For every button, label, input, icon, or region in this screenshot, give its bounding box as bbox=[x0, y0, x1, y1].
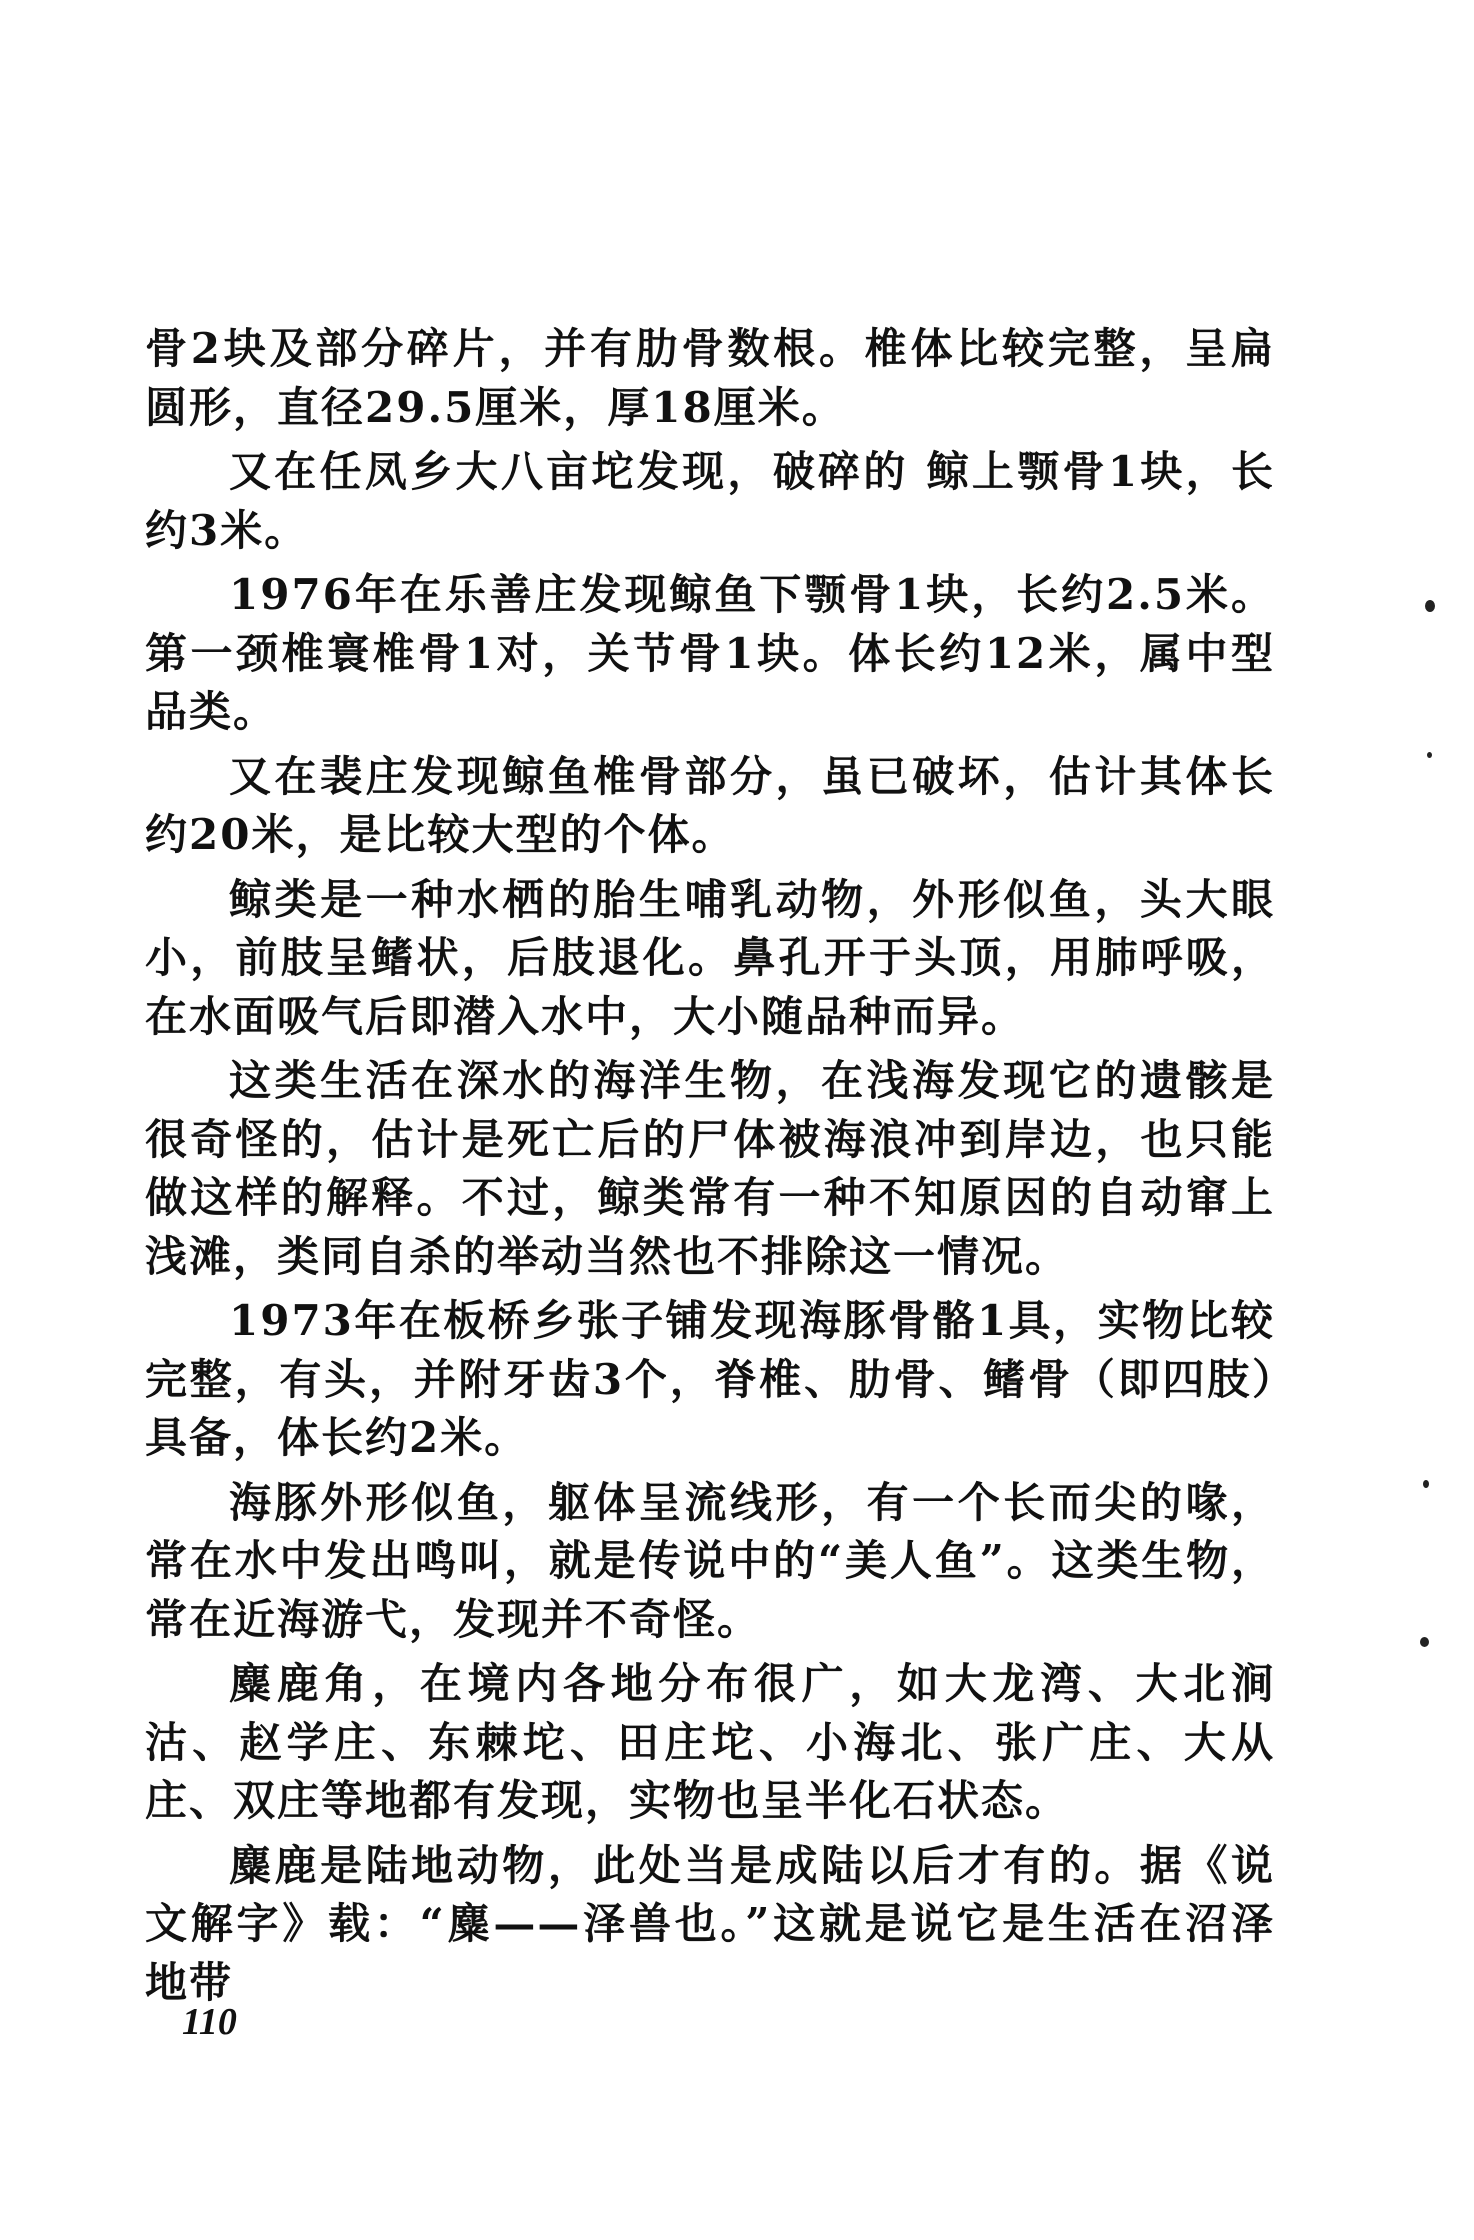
paragraph-4: 又在裴庄发现鲸鱼椎骨部分，虽已破坏，估计其体长约20米，是比较大型的个体。 bbox=[145, 751, 1275, 859]
paragraph-6: 这类生活在深水的海洋生物，在浅海发现它的遗骸是很奇怪的，估计是死亡后的尸体被海浪冲到岸边，也只能做这样的解释。不过，鲸类常有一种不知原因的自动窜上浅滩，类同自杀的举动当然也不排除这一情况。 bbox=[145, 1056, 1275, 1281]
page-number: 110 bbox=[182, 2001, 237, 2043]
paragraph-3: 1976年在乐善庄发现鲸鱼下颚骨1块，长约2.5米。第一颈椎寰椎骨1对，关节骨1块。体长约12米，属中型品类。 bbox=[145, 570, 1275, 736]
scan-speck bbox=[1423, 1480, 1429, 1488]
paragraph-8: 海豚外形似鱼，躯体呈流线形，有一个长而尖的喙，常在水中发出鸣叫，就是传说中的“美人鱼”。这类生物，常在近海游弋，发现并不奇怪。 bbox=[145, 1477, 1275, 1644]
paragraph-7: 1973年在板桥乡张子铺发现海豚骨骼1具，实物比较完整，有头，并附牙齿3个，脊椎、肋骨、鳍骨（即四肢）具备，体长约2米。 bbox=[145, 1296, 1275, 1462]
scan-speck bbox=[1425, 600, 1435, 612]
scan-speck bbox=[1427, 752, 1432, 758]
paragraph-10: 麋鹿是陆地动物，此处当是成陆以后才有的。据《说文解字》载：“麋——泽兽也。”这就是说它是生活在沼泽地带 bbox=[145, 1840, 1275, 2007]
paragraph-2: 又在任凤乡大八亩坨发现，破碎的 鲸上颚骨1块，长约3米。 bbox=[145, 447, 1275, 555]
paragraph-1: 骨2块及部分碎片，并有肋骨数根。椎体比较完整，呈扁圆形，直径29.5厘米，厚18厘米。 bbox=[145, 324, 1275, 432]
body-text bbox=[145, 320, 1275, 2018]
paragraph-9: 麋鹿角，在境内各地分布很广，如大龙湾、大北涧沽、赵学庄、东棘坨、田庄坨、小海北、张广庄、大从庄、双庄等地都有发现，实物也呈半化石状态。 bbox=[145, 1659, 1275, 1825]
scan-speck bbox=[1420, 1637, 1429, 1647]
paragraph-5: 鲸类是一种水栖的胎生哺乳动物，外形似鱼，头大眼小，前肢呈鳍状，后肢退化。鼻孔开于头顶，用肺呼吸，在水面吸气后即潜入水中，大小随品种而异。 bbox=[145, 874, 1275, 1041]
